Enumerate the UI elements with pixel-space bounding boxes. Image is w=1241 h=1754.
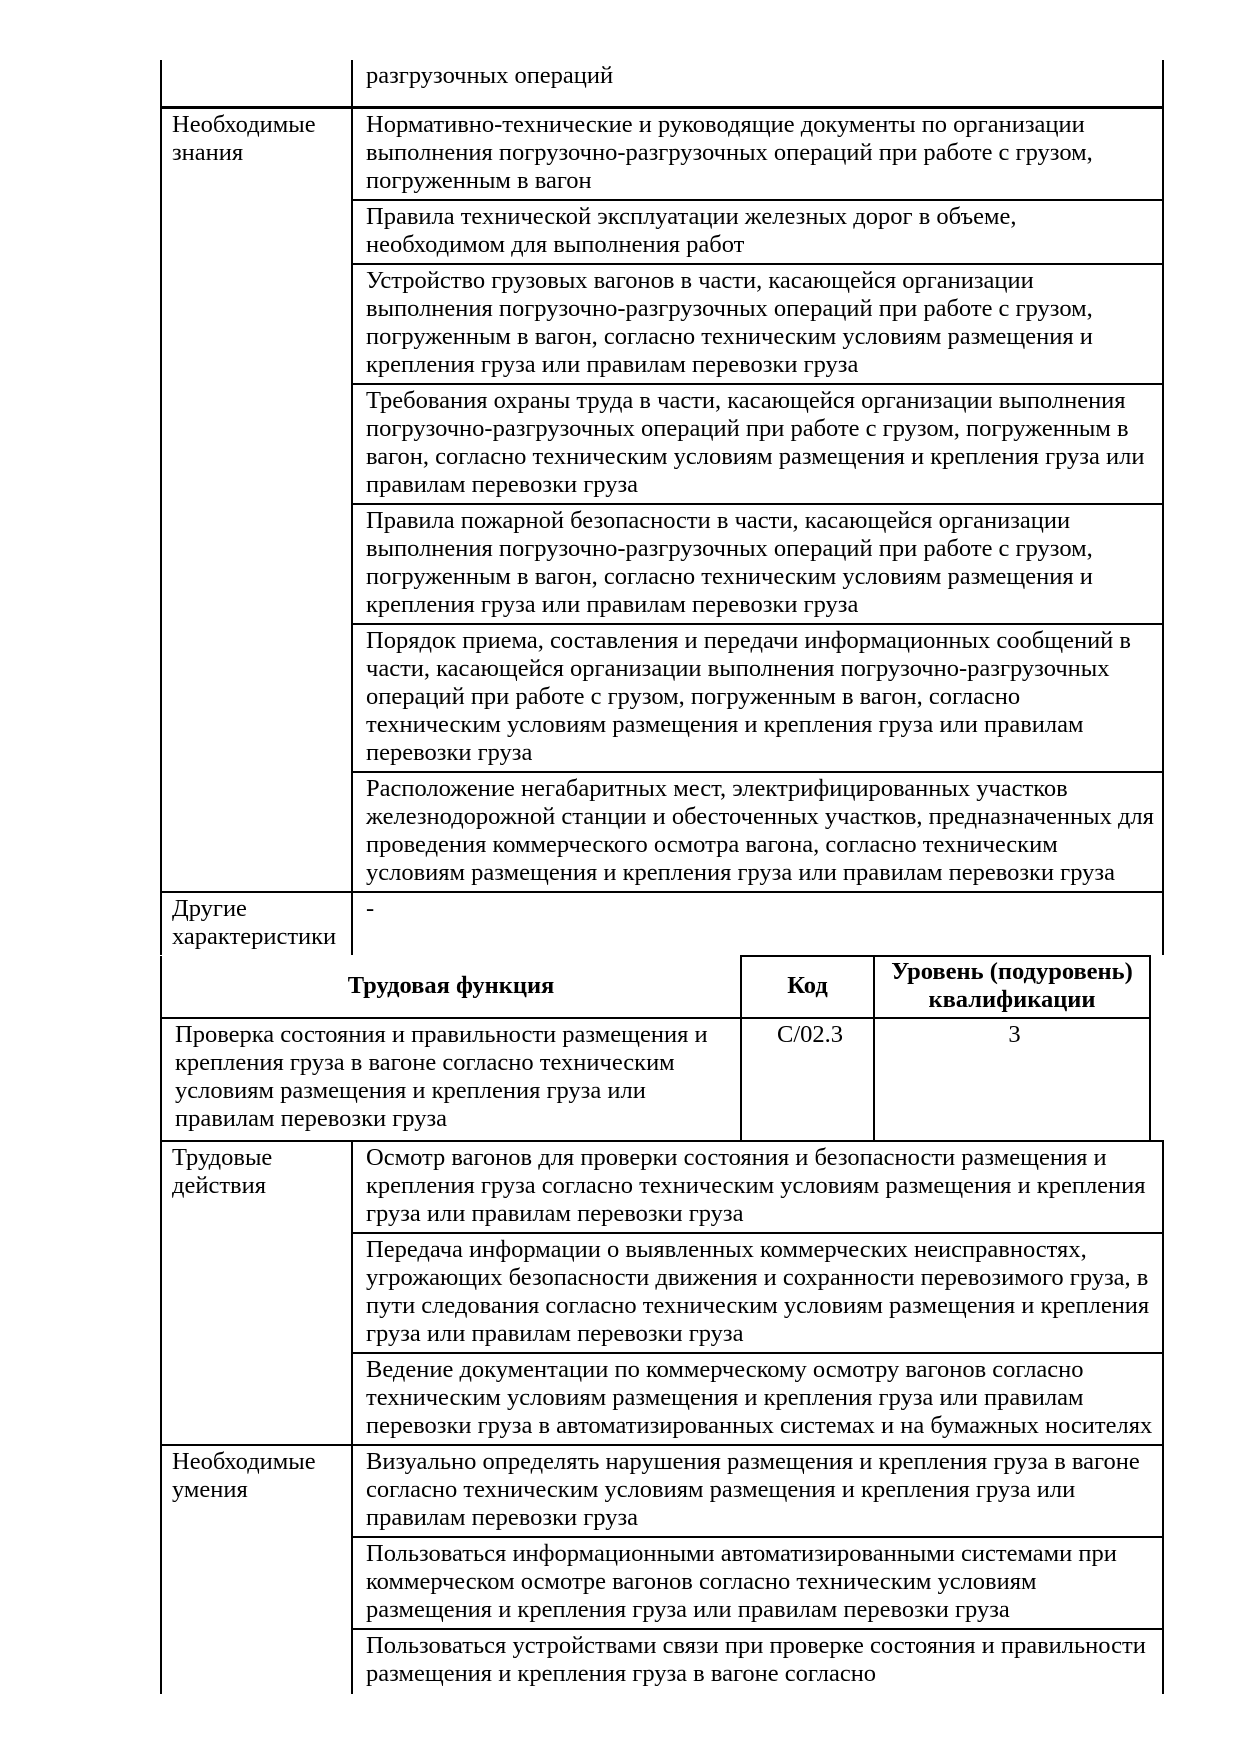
table-row [161,108,1163,201]
knowledge-table [160,60,1164,955]
section-label-other-characteristics: Другие характеристики [161,892,352,955]
header-labor-function: Трудовая функция [161,956,741,1018]
skill-item: Пользоваться устройствами связи при проверке состояния и правильности размещения и крепления груза в вагоне согласно [352,1629,1163,1694]
action-item: Передача информации о выявленных коммерческих неисправностях, угрожающих безопасности движения и сохранности перевозимого груза, в пути следования согласно техническим условиям размещения и крепления груза или правилам перевозки груза [352,1233,1163,1353]
knowledge-item: Порядок приема, составления и передачи информационных сообщений в части, касающейся организации выполнения погрузочно-разгрузочных операций при работе с грузом, погруженным в вагон, согласно техническим условиям размещения и крепления груза или правилам перевозки груза [352,624,1163,772]
table-header-row [161,956,1150,1018]
table-row-other-characteristics [161,892,1163,955]
knowledge-item: Нормативно-технические и руководящие документы по организации выполнения погрузочно-разгрузочных операций при работе с грузом, погруженным в вагон [352,108,1163,201]
labor-function-level: 3 [874,1018,1150,1140]
section-label-required-skills: Необходимые умения [161,1445,352,1694]
action-item: Ведение документации по коммерческому осмотру вагонов согласно техническим условиям размещения и крепления груза или правилам перевозки груза в автоматизированных системах и на бумажных носителях [352,1353,1163,1445]
labor-function-row [161,1018,1150,1140]
section-label-labor-actions: Трудовые действия [161,1141,352,1445]
header-code: Код [741,956,874,1018]
action-item: Осмотр вагонов для проверки состояния и безопасности размещения и крепления груза согласно техническим условиям размещения и крепления груза или правилам перевозки груза [352,1141,1163,1233]
labor-function-text: Проверка состояния и правильности размещения и крепления груза в вагоне согласно техническим условиям размещения и крепления груза или правилам перевозки груза [161,1018,741,1140]
labor-function-table [160,955,1151,1140]
continuation-text-cell: разгрузочных операций [352,60,1163,108]
section-label-required-knowledge: Необходимые знания [161,108,352,893]
knowledge-item: Устройство грузовых вагонов в части, касающейся организации выполнения погрузочно-разгрузочных операций при работе с грузом, погруженным в вагон, согласно техническим условиям размещения и крепления груза или правилам перевозки груза [352,264,1163,384]
knowledge-item: Требования охраны труда в части, касающейся организации выполнения погрузочно-разгрузочных операций при работе с грузом, погруженным в вагон, согласно техническим условиям размещения и крепления груза или правилам перевозки груза [352,384,1163,504]
knowledge-item: Расположение негабаритных мест, электрифицированных участков железнодорожной станции и обесточенных участков, предназначенных для проведения коммерческого осмотра вагона, согласно техническим условиям размещения и крепления груза или правилам перевозки груза [352,772,1163,892]
table-row-continuation [161,60,1163,108]
other-characteristics-value: - [352,892,1163,955]
table-row [161,1141,1163,1233]
labor-function-code: С/02.3 [741,1018,874,1140]
knowledge-item: Правила пожарной безопасности в части, касающейся организации выполнения погрузочно-разгрузочных операций при работе с грузом, погруженным в вагон, согласно техническим условиям размещения и крепления груза или правилам перевозки груза [352,504,1163,624]
skill-item: Пользоваться информационными автоматизированными системами при коммерческом осмотре вагонов согласно техническим условиям размещения и крепления груза или правилам перевозки груза [352,1537,1163,1629]
table-row [161,1445,1163,1537]
header-qualification-level: Уровень (подуровень) квалификации [874,956,1150,1018]
actions-skills-table [160,1140,1164,1694]
empty-label-cell [161,60,352,108]
skill-item: Визуально определять нарушения размещения и крепления груза в вагоне согласно техническим условиям размещения и крепления груза или правилам перевозки груза [352,1445,1163,1537]
knowledge-item: Правила технической эксплуатации железных дорог в объеме, необходимом для выполнения работ [352,200,1163,264]
